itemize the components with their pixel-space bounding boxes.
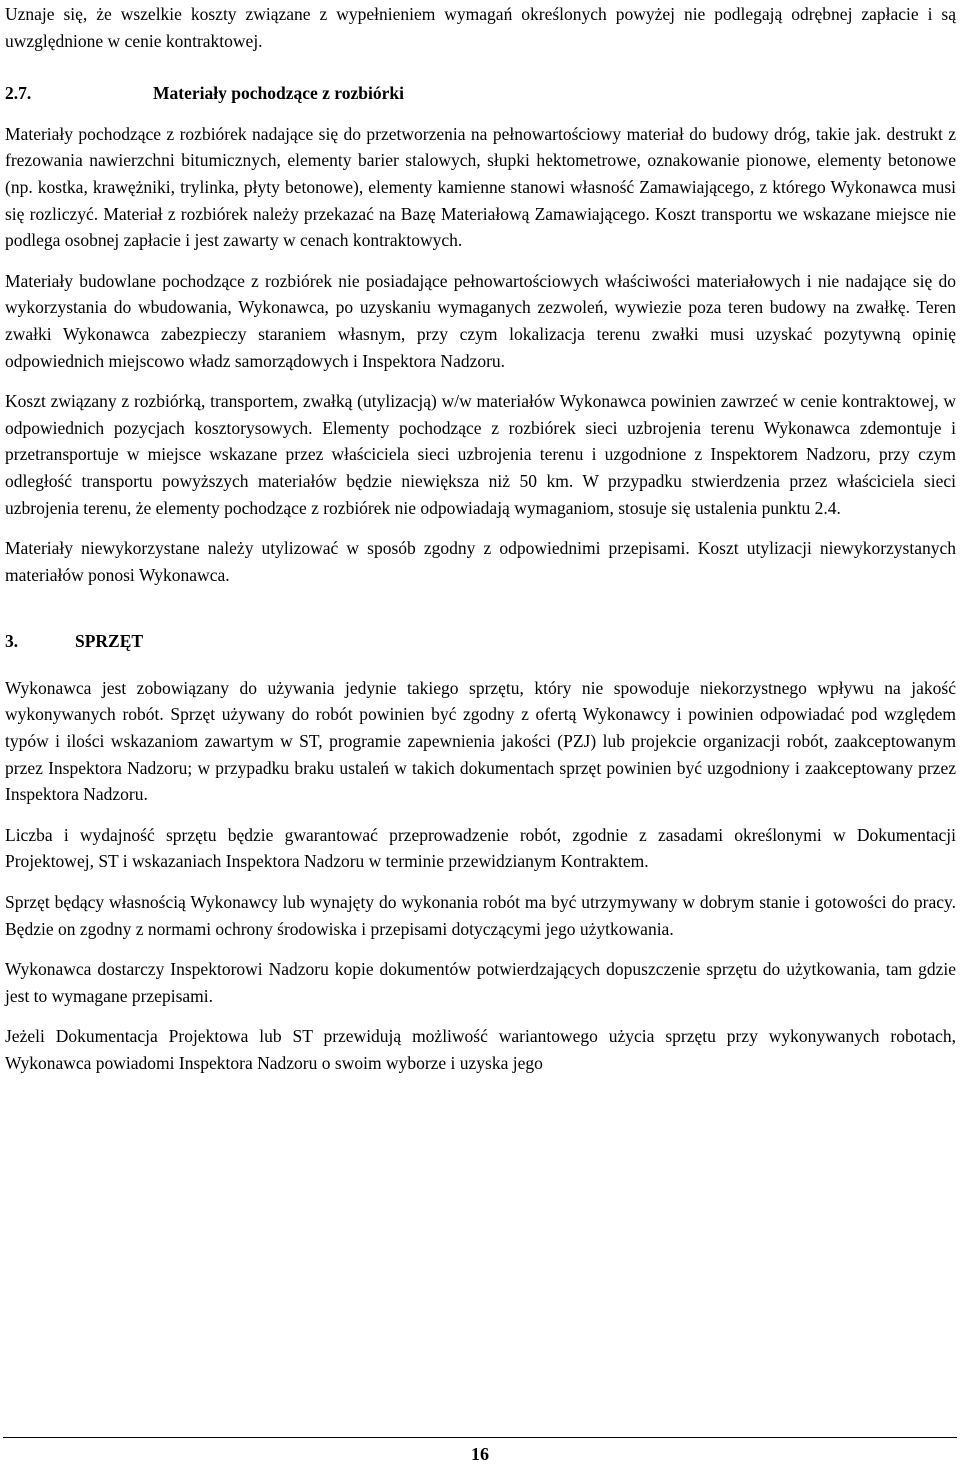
section-number: 2.7. (5, 83, 32, 104)
section-heading-3 (5, 628, 956, 655)
paragraph: Jeżeli Dokumentacja Projektowa lub ST przewidują możliwość wariantowego użycia sprzętu przy wykonywanych robotach, Wykonawca powiadomi Inspektora Nadzoru o swoim wyborze i uzyska jego (5, 1026, 956, 1073)
section-title: Materiały pochodzące z rozbiórki (153, 83, 404, 104)
paragraph: Materiały budowlane pochodzące z rozbiórek nie posiadające pełnowartościowych właściwości materiałowych i nie nadające się do wykorzystania do wbudowania, Wykonawca, po uzyskaniu wymaganych zezwoleń, wywiezie poza teren budowy na zwałkę. Teren zwałki Wykonawca zabezpieczy staraniem własnym, przy czym lokalizacja terenu zwałki musi uzyskać pozytywną opinię odpowiednich miejscowo władz samorządowych i Inspektora Nadzoru. (5, 270, 956, 371)
paragraph: Wykonawca dostarczy Inspektorowi Nadzoru kopie dokumentów potwierdzających dopuszczenie sprzętu do użytkowania, tam gdzie jest to wymagane przepisami. (5, 959, 956, 1006)
section-number: 3. (5, 631, 19, 652)
paragraph: Wykonawca jest zobowiązany do używania jedynie takiego sprzętu, który nie spowoduje niekorzystnego wpływu na jakość wykonywanych robót. Sprzęt używany do robót powinien być zgodny z ofertą Wykonawcy i powinien odpowiadać pod względem typów i ilości wskazaniom zawartym w ST, programie zapewnienia jakości (PZJ) lub projekcie organizacji robót, zaakceptowanym przez Inspektora Nadzoru; w przypadku braku ustaleń w takich dokumentach sprzęt powinien być uzgodniony i zaakceptowany przez Inspektora Nadzoru. (5, 677, 956, 805)
paragraph: Koszt związany z rozbiórką, transportem, zwałką (utylizacją) w/w materiałów Wykonawca powinien zawrzeć w cenie kontraktowej, w odpowiednich pozycjach kosztorysowych. Elementy pochodzące z rozbiórek sieci uzbrojenia terenu Wykonawca zdemontuje i przetransportuje w miejsce wskazane przez właściciela sieci uzbrojenia terenu i uzgodnione z Inspektorem Nadzoru, przy czym odległość transportu powyższych materiałów będzie niewiększa niż 50 km. W przypadku stwierdzenia przez właściciela sieci uzbrojenia terenu, że elementy pochodzące z rozbiórek nie odpowiadają wymaganiom, stosuje się ustalenia punktu 2.4. (5, 391, 956, 518)
document-page (5, 0, 956, 1077)
paragraph: Sprzęt będący własnością Wykonawcy lub wynajęty do wykonania robót ma być utrzymywany w dobrym stanie i gotowości do pracy. Będzie on zgodny z normami ochrony środowiska i przepisami dotyczącymi jego użytkowania. (5, 892, 956, 939)
page-number: 16 (471, 1444, 489, 1464)
spacer (5, 54, 956, 80)
intro-paragraph: Uznaje się, że wszelkie koszty związane z wypełnieniem wymagań określonych powyżej nie podlegają odrębnej zapłacie i są uwzględnione w cenie kontraktowej. (5, 4, 956, 51)
section-heading-2-7 (5, 80, 956, 107)
paragraph: Materiały pochodzące z rozbiórek nadające się do przetworzenia na pełnowartościowy materiał do budowy dróg, takie jak. destrukt z frezowania nawierzchni bitumicznych, elementy barier stalowych, słupki hektometrowe, oznakowanie pionowe, elementy betonowe (np. kostka, krawężniki, trylinka, płyty betonowe), elementy kamienne stanowi własność Zamawiającego, z którego Wykonawca musi się rozliczyć. Materiał z rozbiórek należy przekazać na Bazę Materiałową Zamawiającego. Koszt transportu we wskazane miejsce nie podlega osobnej zapłacie i jest zawarty w cenach kontraktowych. (5, 123, 956, 251)
spacer (5, 588, 956, 628)
section-title: SPRZĘT (75, 631, 144, 652)
footer-divider (3, 1437, 957, 1438)
paragraph: Materiały niewykorzystane należy utylizować w sposób zgodny z odpowiednimi przepisami. Koszt utylizacji niewykorzystanych materiałów ponosi Wykonawca. (5, 538, 956, 585)
paragraph: Liczba i wydajność sprzętu będzie gwarantować przeprowadzenie robót, zgodnie z zasadami określonymi w Dokumentacji Projektowej, ST i wskazaniach Inspektora Nadzoru w terminie przewidzianym Kontraktem. (5, 824, 956, 872)
